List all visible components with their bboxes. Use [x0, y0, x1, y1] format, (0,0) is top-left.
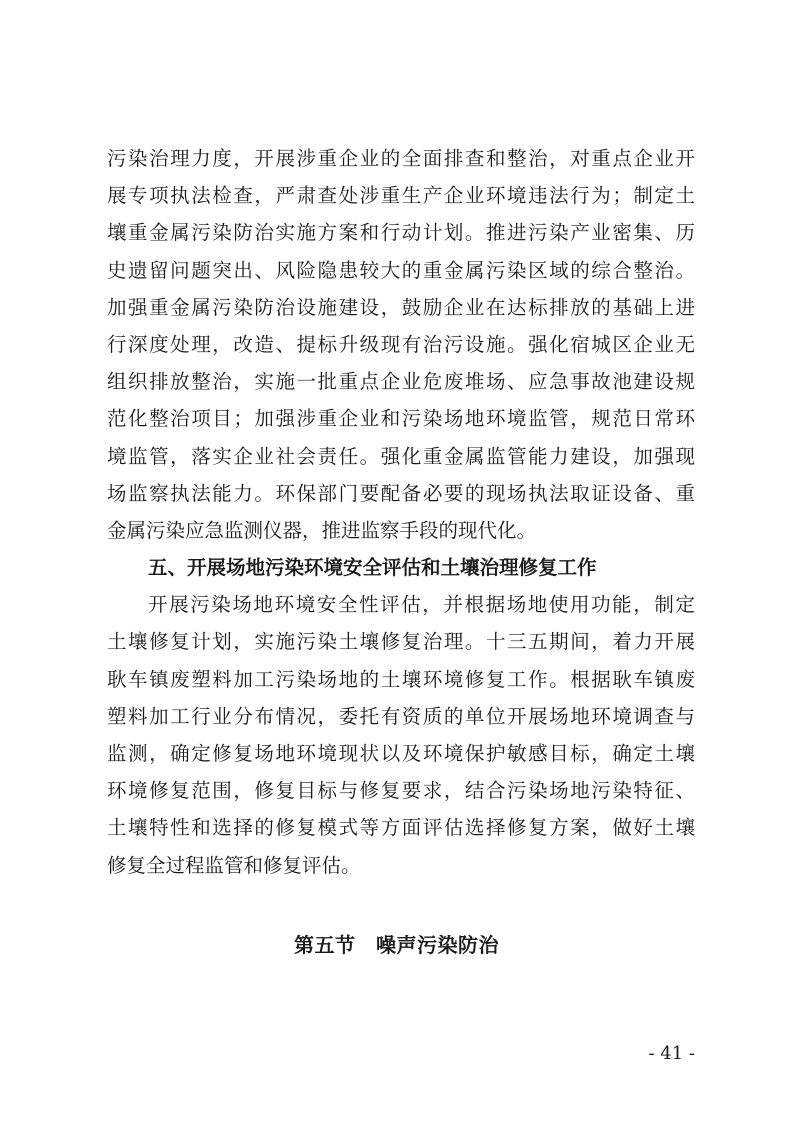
paragraph-line: 开展污染场地环境安全性评估，并根据场地使用功能，制定 [148, 593, 695, 617]
paragraph-line: 环境修复范围，修复目标与修复要求，结合污染场地污染特征、 [107, 779, 695, 803]
paragraph-line: 行深度处理，改造、提标升级现有治污设施。强化宿城区企业无 [107, 332, 695, 356]
subsection-heading: 五、开展场地污染环境安全评估和土壤治理修复工作 [148, 556, 597, 580]
paragraph-line: 修复全过程监管和修复评估。 [107, 853, 361, 877]
paragraph-heavy-metal-control [107, 140, 695, 884]
section-title: 第五节 噪声污染防治 [294, 933, 499, 957]
paragraph-line: 塑料加工行业分布情况，委托有资质的单位开展场地环境调查与 [107, 704, 695, 728]
paragraph-line: 加强重金属污染防治设施建设，鼓励企业在达标排放的基础上进 [107, 295, 695, 319]
paragraph-line: 污染治理力度，开展涉重企业的全面排查和整治，对重点企业开 [107, 147, 695, 170]
page-number: - 41 - [648, 1043, 695, 1064]
paragraph-line: 场监察执法能力。环保部门要配备必要的现场执法取证设备、重 [107, 481, 695, 505]
paragraph-line: 金属污染应急监测仪器，推进监察手段的现代化。 [107, 518, 537, 542]
paragraph-line: 展专项执法检查，严肃查处涉重生产企业环境违法行为；制定土 [107, 184, 695, 208]
paragraph-line: 监测，确定修复场地环境现状以及环境保护敏感目标，确定土壤 [107, 742, 695, 765]
paragraph-line: 耿车镇废塑料加工污染场地的土壤环境修复工作。根据耿车镇废 [107, 667, 695, 691]
paragraph-line: 范化整治项目；加强涉重企业和污染场地环境监管，规范日常环 [107, 407, 695, 431]
paragraph-line: 土壤修复计划，实施污染土壤修复治理。十三五期间，着力开展 [107, 630, 695, 654]
paragraph-line: 史遗留问题突出、风险隐患较大的重金属污染区域的综合整治。 [107, 258, 695, 282]
paragraph-line: 境监管，落实企业社会责任。强化重金属监管能力建设，加强现 [107, 444, 695, 468]
paragraph-line: 壤重金属污染防治实施方案和行动计划。推进污染产业密集、历 [107, 221, 695, 245]
paragraph-line: 土壤特性和选择的修复模式等方面评估选择修复方案，做好土壤 [107, 816, 695, 840]
paragraph-line: 组织排放整治，实施一批重点企业危废堆场、应急事故池建设规 [107, 370, 695, 394]
